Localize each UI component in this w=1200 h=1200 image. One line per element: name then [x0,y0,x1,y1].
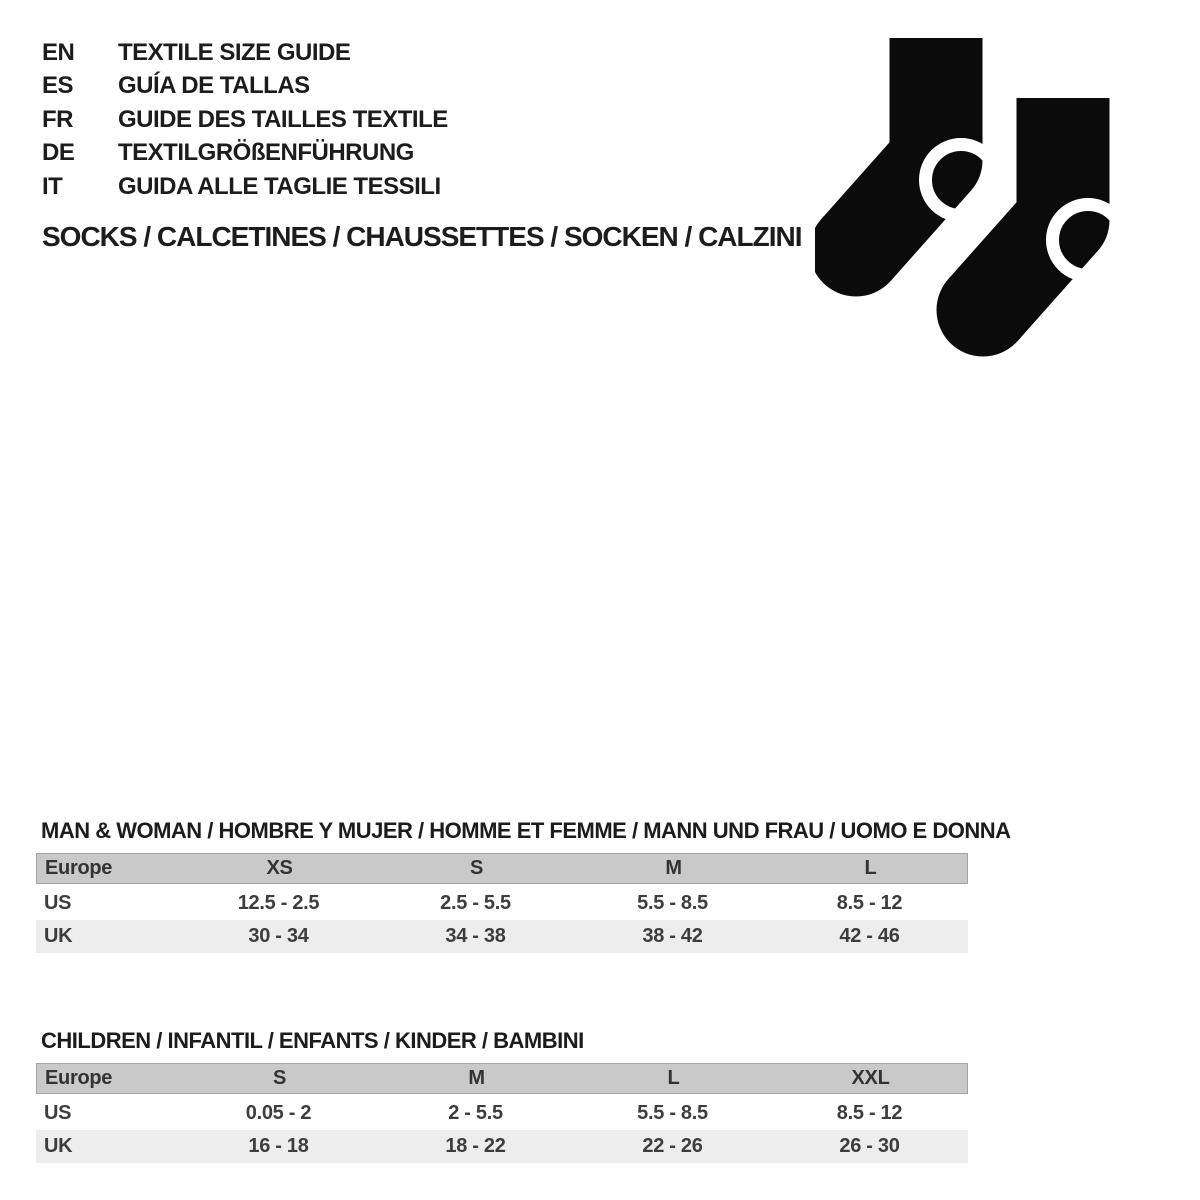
children-table-title: CHILDREN / INFANTIL / ENFANTS / KINDER / BAMBINI [41,1028,584,1053]
region-cell: UK [44,925,73,947]
language-row-es [42,70,448,104]
region-cell: UK [44,1135,73,1157]
language-title: TEXTILE SIZE GUIDE [118,38,351,66]
language-title: GUIDA ALLE TAGLIE TESSILI [118,172,441,200]
children-table-row-uk [36,1130,968,1163]
size-cell: 38 - 42 [642,925,703,947]
children-size-table [36,1063,968,1163]
adults-table-header-row [36,853,968,884]
size-cell: 5.5 - 8.5 [637,892,708,914]
header-cell-m: M [665,857,682,879]
language-title: GUIDE DES TAILLES TEXTILE [118,105,448,133]
size-cell: 8.5 - 12 [836,1102,903,1124]
header-cell-s: S [469,857,484,879]
language-code: DE [42,139,75,167]
header-cell-xxl: XXL [851,1067,890,1089]
language-code: FR [42,105,73,133]
header-cell-xs: XS [266,857,293,879]
size-cell: 5.5 - 8.5 [637,1102,708,1124]
header-cell-s: S [272,1067,287,1089]
adults-table-row-uk [36,920,968,953]
size-cell: 42 - 46 [839,925,900,947]
region-cell: US [44,1102,72,1124]
adults-size-table [36,853,968,953]
header-cell-l: L [864,857,877,879]
socks-icon [815,30,1115,360]
language-row-it [42,170,448,204]
children-table-row-us [36,1097,968,1130]
language-title: GUÍA DE TALLAS [118,72,310,100]
size-cell: 18 - 22 [445,1135,506,1157]
size-cell: 16 - 18 [248,1135,309,1157]
language-code: IT [42,172,63,200]
size-cell: 8.5 - 12 [836,892,903,914]
region-cell: US [44,892,72,914]
sock-right-toe [937,264,1030,357]
language-code: ES [42,72,74,100]
size-cell: 2.5 - 5.5 [440,892,511,914]
size-cell: 30 - 34 [248,925,309,947]
category-heading: SOCKS / CALCETINES / CHAUSSETTES / SOCKEN / CALZINI [42,221,802,252]
language-code: EN [42,38,75,66]
size-cell: 34 - 38 [445,925,506,947]
header-cell-europe: Europe [45,857,113,879]
size-cell: 22 - 26 [642,1135,703,1157]
language-title: TEXTILGRÖßENFÜHRUNG [118,139,414,167]
header-cell-m: M [468,1067,485,1089]
language-row-fr [42,103,448,137]
children-table-header-row [36,1063,968,1094]
size-cell: 0.05 - 2 [245,1102,312,1124]
adults-table-row-us [36,887,968,920]
adults-table-title: MAN & WOMAN / HOMBRE Y MUJER / HOMME ET FEMME / MANN UND FRAU / UOMO E DONNA [41,818,1011,843]
language-row-en [42,36,448,70]
header-cell-europe: Europe [45,1067,113,1089]
size-cell: 12.5 - 2.5 [237,892,320,914]
size-cell: 26 - 30 [839,1135,900,1157]
language-guide-list [42,36,448,204]
language-row-de [42,137,448,171]
size-cell: 2 - 5.5 [448,1102,503,1124]
header-cell-l: L [667,1067,680,1089]
